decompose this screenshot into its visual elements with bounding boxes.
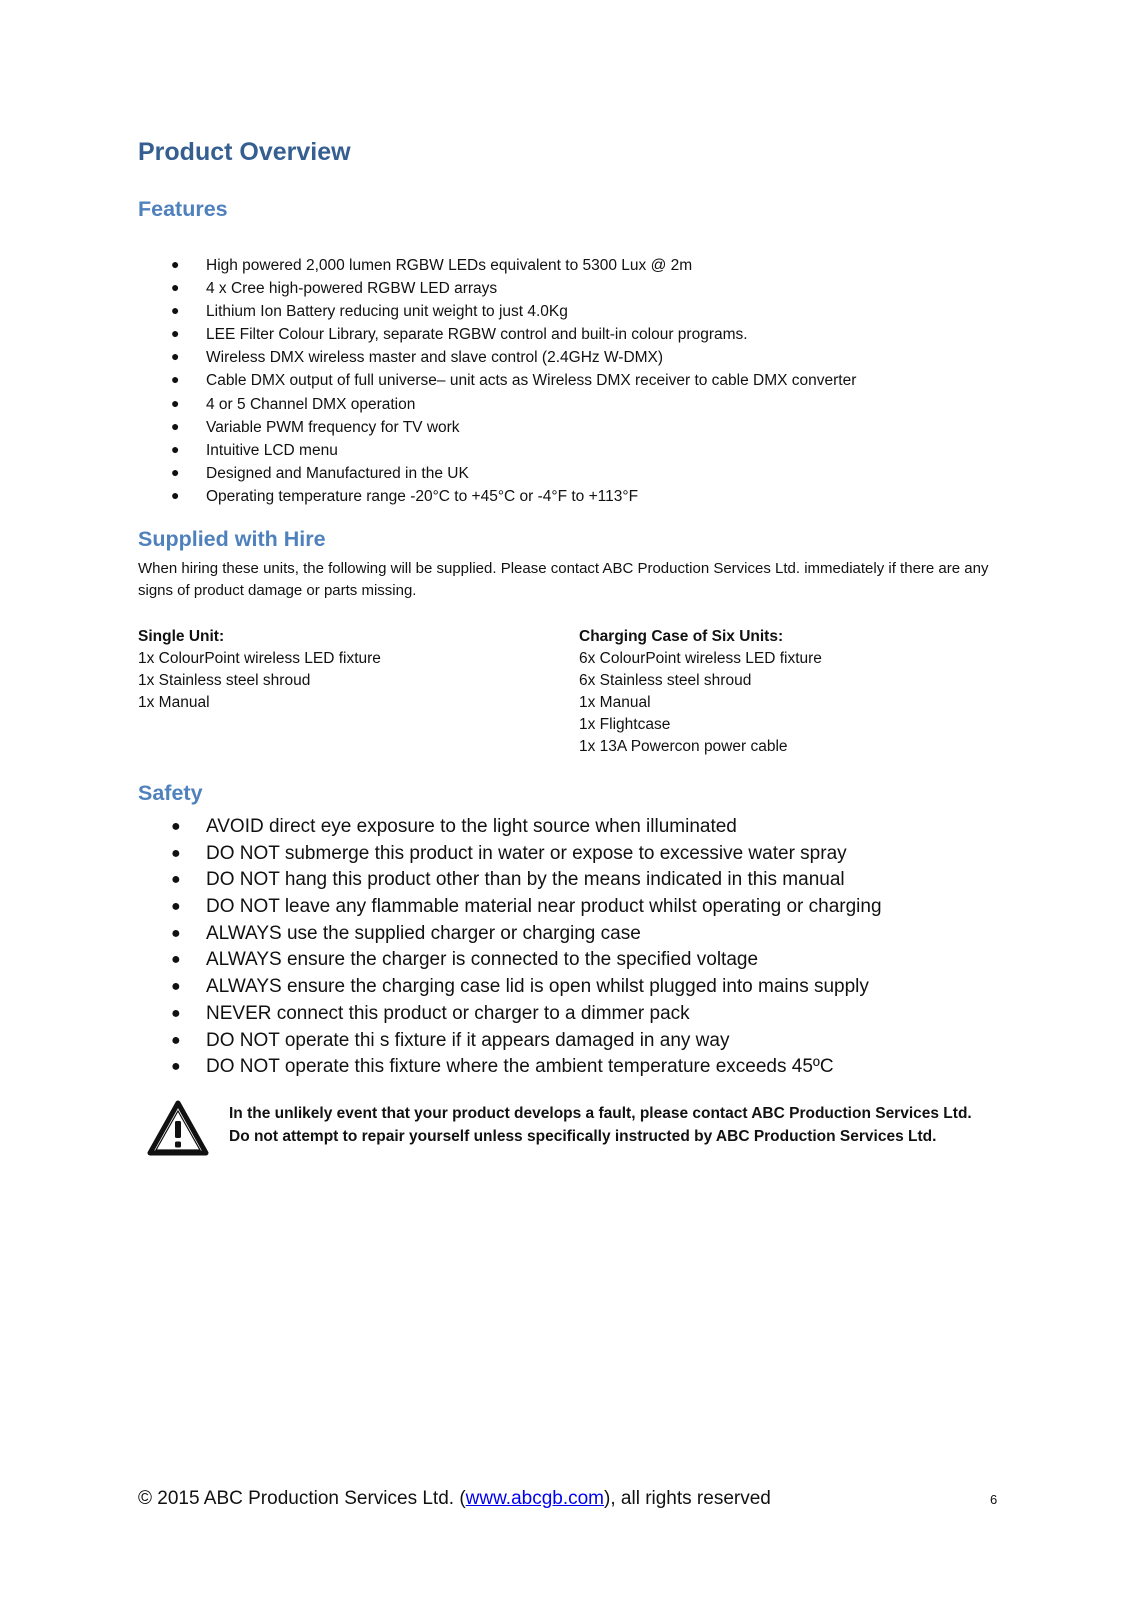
document-page: Product Overview Features ● High powered 2,000 lumen RGBW LEDs equivalent to 5300 Lux @ 2m ● 4 x Cree high-powered RGBW LED arrays ● Lithium Ion Battery reducing unit weight to just 4.0Kg ● LEE Filter Colour Library, separate RGBW control and built-in colour programs. ● Wireless DMX wireless master and slave control (2.4GHz W-DMX) ● Cable DMX output of full universe– unit acts as Wireless DMX receiver to cable DMX converter ● 4 or 5 Channel DMX operation ● Variable PWM frequency for TV work ● Intuitive LCD menu ● Designed and Manufactured in the UK ● Operating temperature range -20°C to +45°C or -4°F to +113°F Supplied with Hire When hiring these units, the following will be supplied. Please contact ABC Production Services Ltd. immediately if there are any signs of product damage or parts missing. Single Unit: 1x ColourPoint wireless LED fixture 1x Stainless steel shroud 1x Manual Charging Case of Six Units: 6x ColourPoint wireless LED fixture 6x Stainless steel shroud 1x Manual 1x Flightcase 1x 13A Powercon power cable Safety ● AVOID direct eye exposure to the light source when illuminated ● DO NOT submerge this product in water or expose to excessive water spray ● DO NOT hang this product other than by the means indicated in this manual ● DO NOT leave any flammable material near product whilst operating or charging ● ALWAYS use the supplied charger or charging case ● ALWAYS ensure the charger is connected to the specified voltage ● ALWAYS ensure the charging case lid is open whilst plugged into mains supply ● NEVER connect this product or charger to a dimmer pack ● DO NOT operate thi s fixture if it appears damaged in any way ● DO NOT operate this fixture where the ambient temperature exceeds 45ºC In the unlikely event that your product develops a fault, please contact ABC Production Services Ltd. Do not attempt to repair yourself unless specifically instructed by ABC Production Services Ltd. © 2015 ABC Production Services Ltd. (www.abcgb.com), all rights reserved 6: [138, 138, 998, 1509]
list-item: 1x Stainless steel shroud: [138, 672, 311, 689]
website-link[interactable]: www.abcgb.com: [465, 1488, 605, 1509]
list-item: 1x Flightcase: [579, 716, 671, 733]
single-unit-title: Single Unit:: [138, 628, 225, 645]
list-item: 6x ColourPoint wireless LED fixture: [579, 650, 822, 667]
hire-intro: When hiring these units, the following will be supplied. Please contact ABC Production Services Ltd. immediately if there are any signs of product damage or parts missing.: [138, 560, 989, 599]
features-heading: Features: [138, 197, 228, 221]
list-item: 1x Manual: [579, 694, 651, 711]
bullet-icon: ●: [171, 871, 181, 889]
bullet-icon: ●: [171, 463, 180, 480]
list-item: 1x 13A Powercon power cable: [579, 738, 788, 755]
list-item: 1x ColourPoint wireless LED fixture: [138, 650, 381, 667]
warning-line: Do not attempt to repair yourself unless specifically instructed by ABC Production Services Ltd.: [229, 1127, 937, 1145]
bullet-icon: ●: [171, 1058, 181, 1076]
bullet-icon: ●: [171, 486, 180, 503]
list-item: 6x Stainless steel shroud: [579, 672, 752, 689]
footer-copyright: © 2015 ABC Production Services Ltd. (www.abcgb.com), all rights reserved: [138, 1488, 771, 1509]
charging-case-list: [579, 626, 822, 758]
bullet-icon: ●: [171, 325, 180, 342]
bullet-icon: ●: [171, 348, 180, 365]
bullet-icon: ●: [171, 978, 181, 996]
bullet-icon: ●: [171, 951, 181, 969]
bullet-icon: ●: [171, 844, 181, 862]
page-title: Product Overview: [138, 138, 351, 166]
list-item: 1x Manual: [138, 694, 210, 711]
bullet-icon: ●: [171, 818, 181, 835]
bullet-icon: ●: [171, 898, 181, 916]
supplied-with-hire-heading: Supplied with Hire: [138, 527, 326, 551]
bullet-icon: ●: [171, 256, 180, 272]
bullet-icon: ●: [171, 1031, 181, 1049]
warning-line: In the unlikely event that your product develops a fault, please contact ABC Production Services Ltd.: [229, 1105, 972, 1122]
charging-case-title: Charging Case of Six Units:: [579, 628, 784, 645]
bullet-icon: ●: [171, 1004, 181, 1022]
bullet-icon: ●: [171, 279, 180, 296]
bullet-icon: ●: [171, 394, 180, 411]
safety-heading: Safety: [138, 781, 203, 805]
bullet-icon: ●: [171, 417, 180, 434]
bullet-icon: ●: [171, 924, 181, 942]
warning-triangle-icon: [147, 1100, 209, 1156]
single-unit-list: [138, 626, 381, 714]
page-number: 6: [990, 1492, 998, 1507]
warning-message: [229, 1103, 972, 1148]
bullet-icon: ●: [171, 371, 180, 388]
bullet-icon: ●: [171, 302, 180, 319]
bullet-icon: ●: [171, 440, 180, 457]
